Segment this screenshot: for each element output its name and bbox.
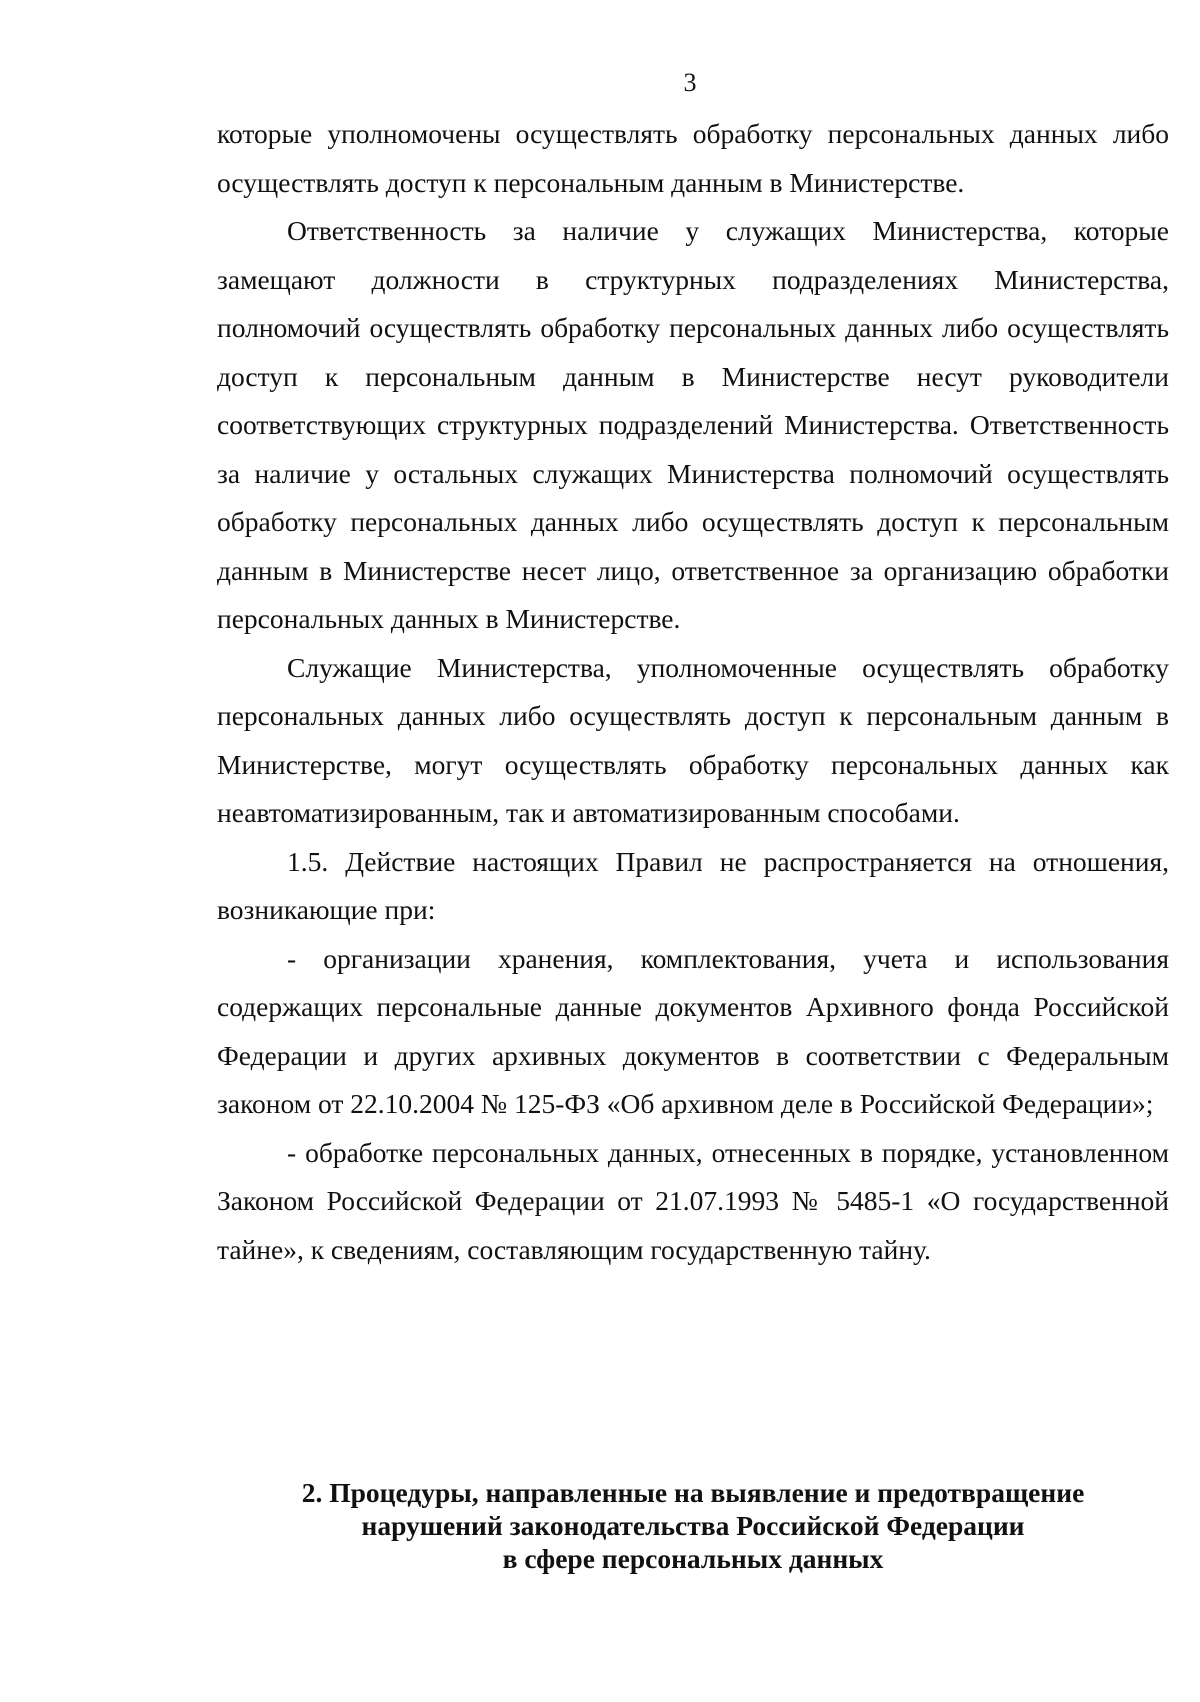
paragraph-responsibility: Ответственность за наличие у служащих Министерства, которые замещают должности в структурных подразделениях Министерства, полномочий осуществлять обработку персональных данных либо осуществлять доступ к персональным данным в Министерстве несут руководители соответствующих структурных подразделений Министерства. Ответственность за наличие у остальных служащих Министерства полномочий осуществлять обработку персональных данных либо осуществлять доступ к персональным данным в Министерстве несет лицо, ответственное за организацию обработки персональных данных в Министерстве.: [217, 215, 1169, 634]
section-heading: [217, 1476, 1169, 1575]
list-item-archive: - организации хранения, комплектования, учета и использования содержащих персональные данные документов Архивного фонда Российской Федерации и других архивных документов в соответствии с Федеральным законом от 22.10.2004 № 125-ФЗ «Об архивном деле в Российской Федерации»;: [217, 942, 1169, 1119]
section-heading-line: в сфере персональных данных: [502, 1543, 884, 1574]
paragraph-employees: Служащие Министерства, уполномоченные осуществлять обработку персональных данных либо осуществлять доступ к персональным данным в Министерстве, могут осуществлять обработку персональных данных как неавтоматизированным, так и автоматизированным способами.: [217, 651, 1169, 828]
list-item-state-secret: - обработке персональных данных, отнесенных в порядке, установленном Законом Российской Федерации от 21.07.1993 № 5485-1 «О государственной тайне», к сведениям, составляющим государственную тайну.: [217, 1136, 1169, 1265]
page-number: 3: [683, 68, 697, 97]
paragraph-continuation: которые уполномочены осуществлять обработку персональных данных либо осуществлять доступ к персональным данным в Министерстве.: [217, 118, 1169, 198]
section-heading-line: нарушений законодательства Российской Федерации: [361, 1510, 1025, 1541]
section-heading-line: 2. Процедуры, направленные на выявление и предотвращение: [301, 1477, 1085, 1508]
document-body: [217, 110, 1169, 1274]
paragraph-scope: 1.5. Действие настоящих Правил не распространяется на отношения, возникающие при:: [217, 845, 1169, 925]
